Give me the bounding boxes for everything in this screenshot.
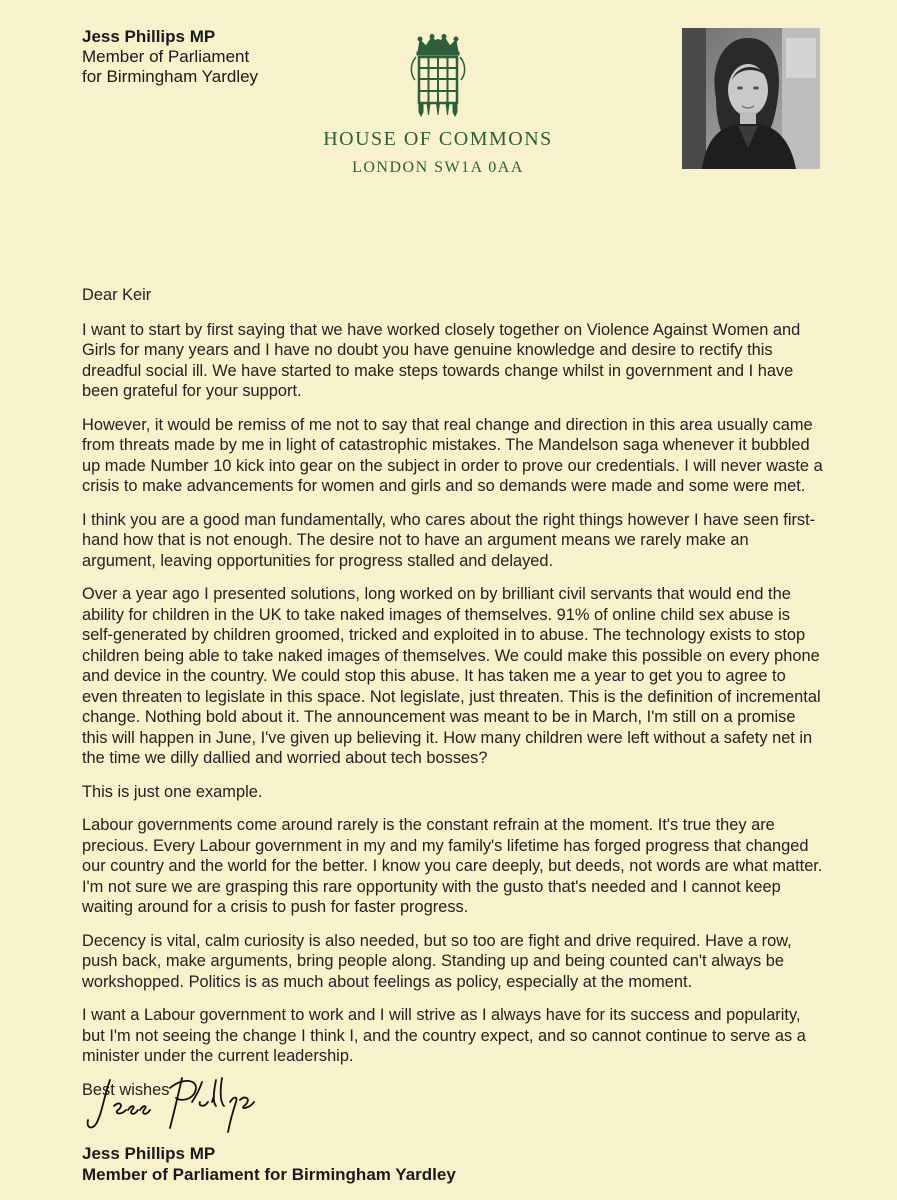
letter-paragraph-8: I want a Labour government to work and I will strive as I always have for its success and popularity, but I'm not seeing the change I think I, and the country expect, and so cannot continue to serve as a minister under the current leadership. bbox=[82, 1006, 806, 1065]
letter-body bbox=[82, 285, 824, 1113]
sender-name: Jess Phillips MP bbox=[82, 27, 216, 46]
letterhead-address: LONDON SW1A 0AA bbox=[352, 159, 524, 176]
portcullis-icon bbox=[408, 34, 468, 118]
sender-block bbox=[82, 27, 258, 87]
letter-paragraph-4: Over a year ago I presented solutions, long worked on by brilliant civil servants that would end the ability for children in the UK to take naked images of themselves. 91% of online child sex abuse is self-generated by children groomed, tricked and exploited in to abuse. The technology exists to stop children being able to take naked images of themselves. We could make this possible on every phone and device in the country. We could stop this abuse. It has taken me a year to get you to agree to even threaten to legislate in this space. Not legislate, just threaten. This is the definition of incremental change. Nothing bold about it. The announcement was meant to be in March, I'm still on a promise this will happen in June, I've given up believing it. How many children were left without a safety net in the time we dilly dallied and worried about tech bosses? bbox=[82, 585, 821, 767]
signoff-block bbox=[82, 1143, 456, 1185]
letter-paragraph-2: However, it would be remiss of me not to say that real change and direction in this area usually came from threats made by me in light of catastrophic mistakes. The Mandelson saga whenever it bubbled up made Number 10 kick into gear on the subject in order to prove our credentials. I will never waste a crisis to make advancements for women and girls and so demands were made and some were met. bbox=[82, 415, 823, 495]
letter-paragraph-1: I want to start by first saying that we have worked closely together on Violence Against Women and Girls for many years and I have no doubt you have genuine knowledge and desire to rectify this dreadful social ill. We have started to make steps towards change whilst in government and I have been grateful for your support. bbox=[82, 320, 801, 400]
signoff-title: Member of Parliament for Birmingham Yardley bbox=[82, 1165, 456, 1184]
portrait-image bbox=[682, 28, 820, 169]
handwritten-signature bbox=[84, 1066, 280, 1138]
letter-paragraph-5: This is just one example. bbox=[82, 782, 263, 801]
closing: Best wishes bbox=[82, 1080, 170, 1099]
salutation: Dear Keir bbox=[82, 286, 152, 304]
letter-paragraph-7: Decency is vital, calm curiosity is also needed, but so too are fight and drive required. Have a row, push back, make arguments, bring people along. Standing up and being counted can't always be workshopped. Politics is as much about feelings as policy, especially at the moment. bbox=[82, 931, 792, 991]
sender-constituency: for Birmingham Yardley bbox=[82, 67, 259, 86]
letter-paragraph-3: I think you are a good man fundamentally, who cares about the right things however I have seen first-hand how that is not enough. The desire not to have an argument means we rarely make an argument, leaving opportunities for progress stalled and delayed. bbox=[82, 510, 816, 570]
letter-paragraph-6: Labour governments come around rarely is the constant refrain at the moment. It's true they are precious. Every Labour government in my and my family's lifetime has forged progress that changed our country and the world for the better. I know you care deeply, but deeds, not words are what matter. I'm not sure we are grasping this rare opportunity with the gusto that's needed and I cannot keep waiting around for a crisis to push for faster progress. bbox=[82, 816, 823, 916]
signoff-name: Jess Phillips MP bbox=[82, 1144, 216, 1163]
portrait-photo bbox=[682, 28, 820, 169]
sender-role: Member of Parliament bbox=[82, 47, 250, 66]
house-of-commons-heading: HOUSE OF COMMONS bbox=[323, 128, 553, 150]
